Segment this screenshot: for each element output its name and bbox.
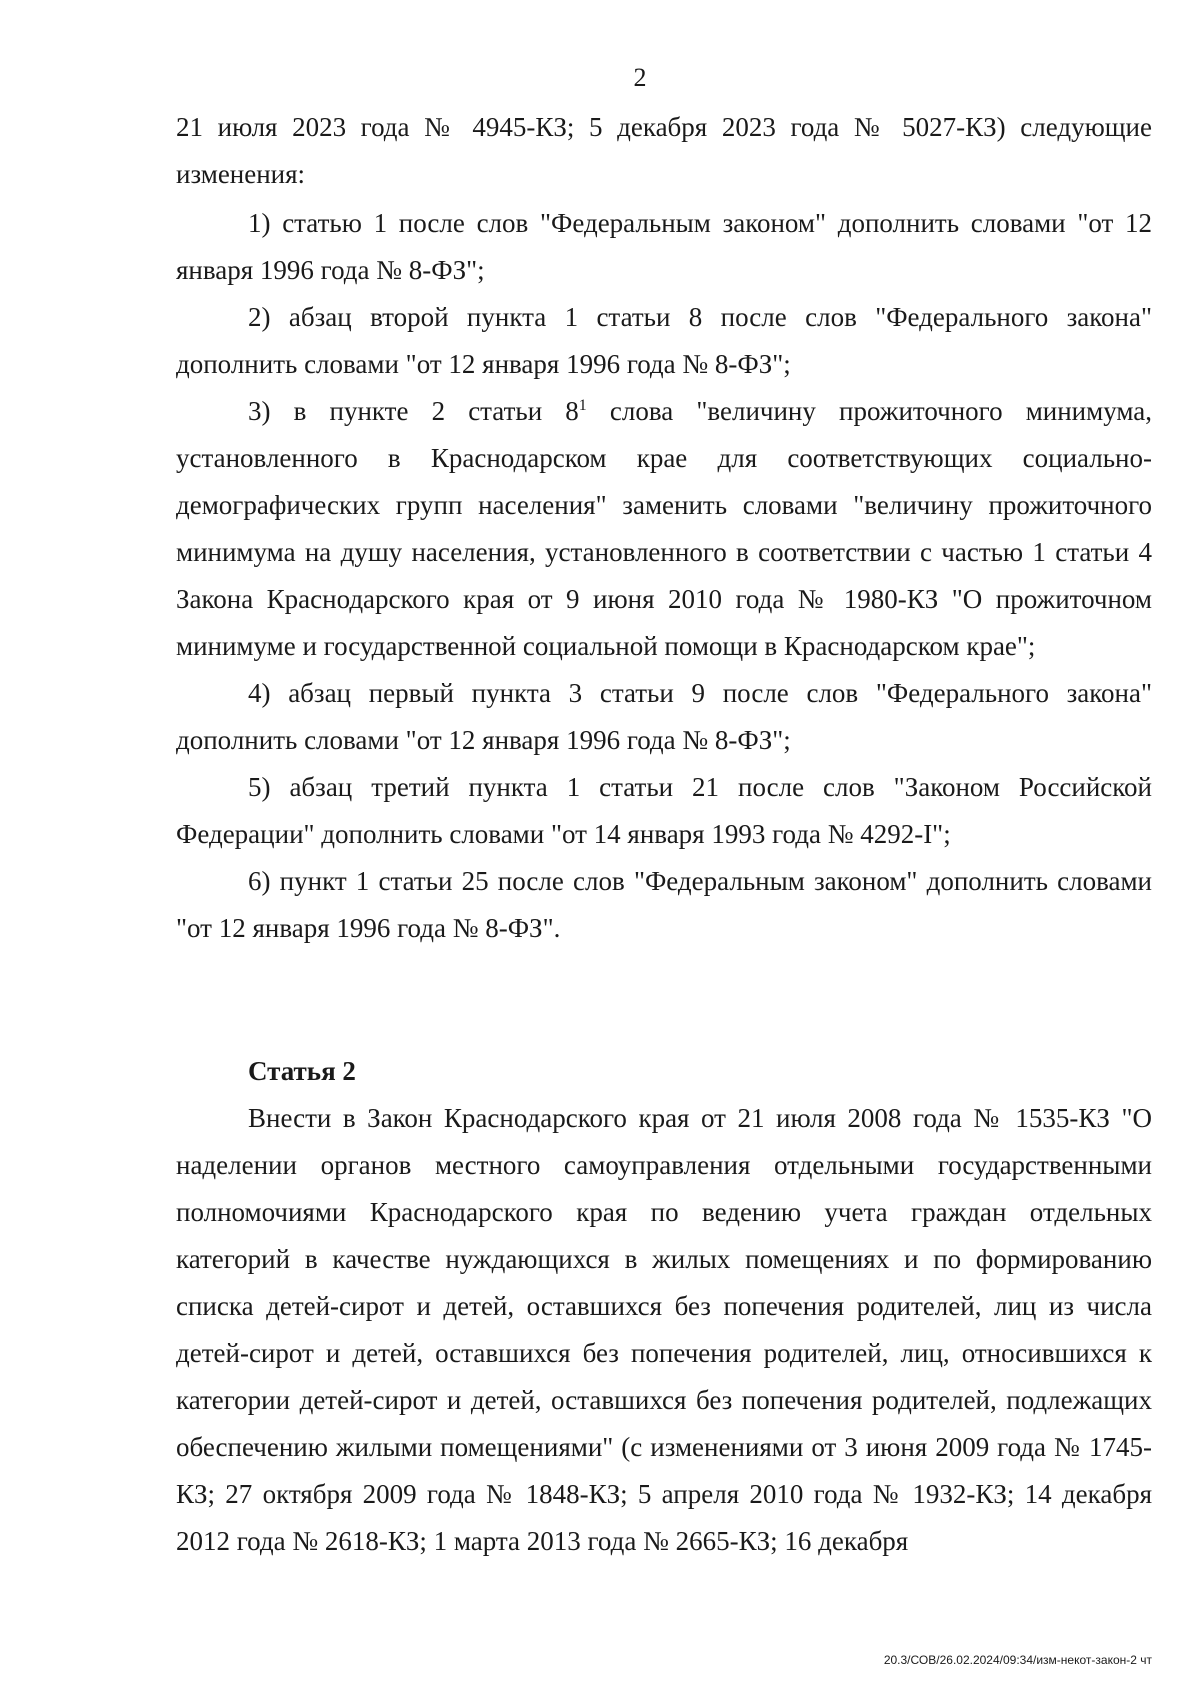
amendment-item-3 (176, 388, 1152, 670)
amendment-item-2: 2) абзац второй пункта 1 статьи 8 после слов "Федерального закона" дополнить словами "от 12 января 1996 года № 8-ФЗ"; (176, 302, 1152, 379)
amendment-item-4: 4) абзац первый пункта 3 статьи 9 после слов "Федерального закона" дополнить словами "от 12 января 1996 года № 8-ФЗ"; (176, 678, 1152, 755)
document-footer-code: 20.3/СОВ/26.02.2024/09:34/изм-некот-закон-2 чт (883, 1653, 1152, 1667)
amendment-item-3-rest: слова "величину прожиточного минимума, установленного в Краснодарском крае для соответствующих социально-демографических групп населения" заменить словами "величину прожиточного минимума на душу населения, установленного в соответствии с частью 1 статьи 4 Закона Краснодарского края от 9 июня 2010 года № 1980-КЗ "О прожиточном минимуме и государственной социальной помощи в Краснодарском крае"; (176, 396, 1152, 661)
intro-paragraph: 21 июля 2023 года № 4945-КЗ; 5 декабря 2023 года № 5027-КЗ) следующие изменения: (176, 112, 1152, 189)
article-2-body (176, 1095, 1152, 1565)
article-2-paragraph: Внести в Закон Краснодарского края от 21 июля 2008 года № 1535-КЗ "О наделении органов местного самоуправления отдельными государственными полномочиями Краснодарского края по ведению учета граждан отдельных категорий в качестве нуждающихся в жилых помещениях и по формированию списка детей-сирот и детей, оставшихся без попечения родителей, лиц из числа детей-сирот и детей, оставшихся без попечения родителей, лиц, относившихся к категории детей-сирот и детей, оставшихся без попечения родителей, подлежащих обеспечению жилыми помещениями" (с изменениями от 3 июня 2009 года № 1745-КЗ; 27 октября 2009 года № 1848-КЗ; 5 апреля 2010 года № 1932-КЗ; 14 декабря 2012 года № 2618-КЗ; 1 марта 2013 года № 2665-КЗ; 16 декабря (176, 1103, 1152, 1556)
amendment-item-1: 1) статью 1 после слов "Федеральным законом" дополнить словами "от 12 января 1996 года № 8-ФЗ"; (176, 208, 1152, 285)
page-number: 2 (633, 63, 647, 92)
article-1-continuation (176, 104, 1152, 952)
amendment-item-6: 6) пункт 1 статьи 25 после слов "Федеральным законом" дополнить словами "от 12 января 1996 года № 8-ФЗ". (176, 866, 1152, 943)
article-superscript: 1 (578, 397, 587, 414)
amendment-item-5: 5) абзац третий пункта 1 статьи 21 после слов "Законом Российской Федерации" дополнить словами "от 14 января 1993 года № 4292-I"; (176, 772, 1152, 849)
amendment-item-3-start: 3) в пункте 2 статьи 8 (248, 396, 579, 426)
article-2-heading: Статья 2 (248, 1056, 356, 1086)
